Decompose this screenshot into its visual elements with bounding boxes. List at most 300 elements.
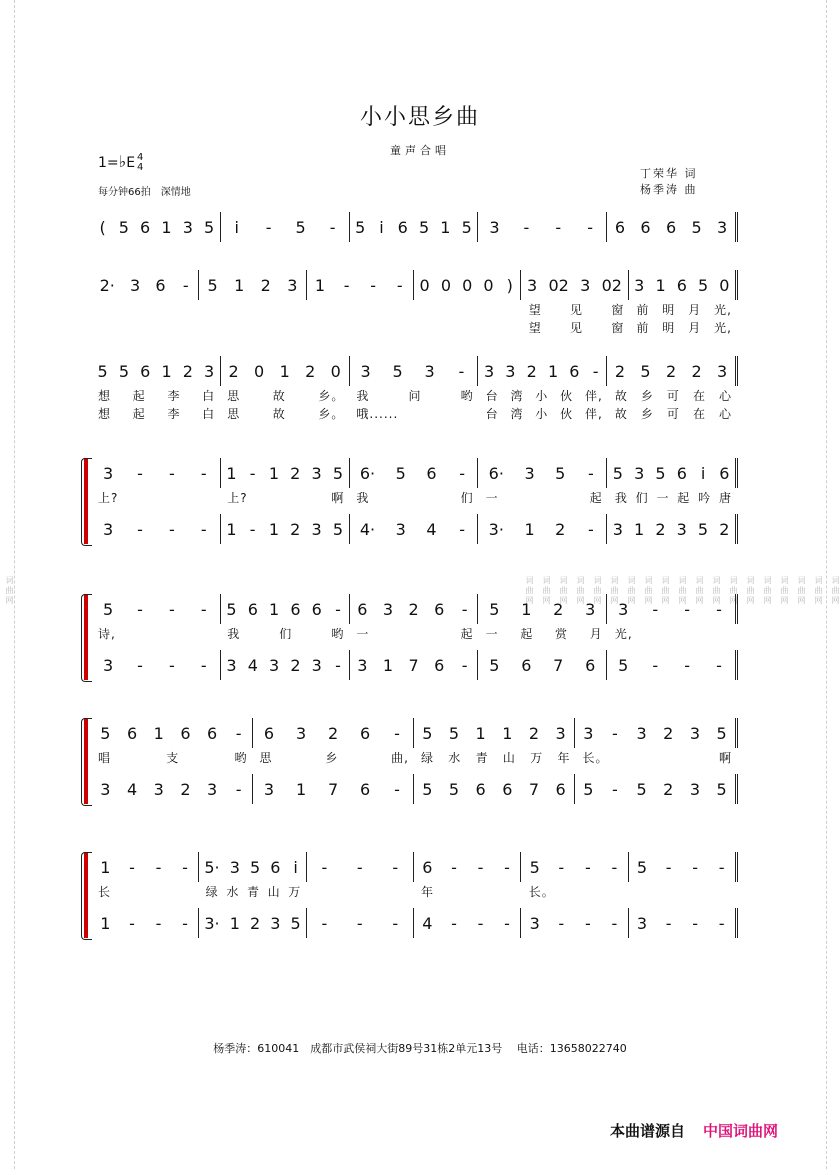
lyric-measure bbox=[480, 488, 609, 506]
note: 5 bbox=[655, 463, 666, 483]
lyrics-row bbox=[92, 404, 738, 422]
note: 3 bbox=[717, 217, 728, 237]
lyric-syllable: 吟 bbox=[698, 490, 712, 505]
watermark-text: 词曲网 bbox=[593, 575, 602, 606]
lyric-syllable: 光, bbox=[614, 626, 633, 641]
watermark-text: 词曲网 bbox=[746, 575, 755, 606]
measure bbox=[606, 650, 738, 680]
lyric-syllable: 故 bbox=[272, 388, 286, 403]
note: - bbox=[356, 857, 363, 877]
note: 5 bbox=[691, 217, 702, 237]
note: 6· bbox=[359, 463, 376, 483]
note: - bbox=[343, 275, 350, 295]
lyric-syllable: 长。 bbox=[582, 750, 609, 765]
lyric-measure bbox=[480, 386, 609, 404]
lyric-measure bbox=[200, 318, 308, 336]
note: 2 bbox=[228, 361, 239, 381]
note: 7 bbox=[408, 655, 419, 675]
measure bbox=[413, 852, 520, 882]
note: - bbox=[155, 857, 162, 877]
note: - bbox=[169, 655, 175, 675]
note: 5 bbox=[355, 217, 366, 237]
lyric-measure bbox=[221, 386, 350, 404]
note: 0 bbox=[462, 275, 473, 295]
note: 3 bbox=[204, 361, 215, 381]
notes-row bbox=[92, 852, 738, 882]
note: 3 bbox=[585, 599, 596, 619]
note: - bbox=[665, 857, 672, 877]
measure bbox=[349, 458, 478, 488]
note: - bbox=[459, 519, 465, 539]
note: 0 bbox=[483, 275, 494, 295]
note: - bbox=[370, 275, 377, 295]
measure bbox=[92, 718, 252, 748]
lyric-syllable: 起 bbox=[460, 626, 474, 641]
measure bbox=[349, 356, 478, 386]
note: 6 bbox=[180, 723, 191, 743]
note: - bbox=[356, 913, 363, 933]
note: 3 bbox=[717, 361, 728, 381]
measure bbox=[252, 774, 413, 804]
lyric-syllable: 台 bbox=[485, 388, 499, 403]
note: - bbox=[611, 857, 618, 877]
note: - bbox=[169, 463, 175, 483]
note: 7 bbox=[528, 779, 540, 799]
note: - bbox=[504, 857, 510, 877]
note: 3· bbox=[204, 913, 220, 933]
song-title: 小小思乡曲 bbox=[359, 105, 480, 130]
notes-row bbox=[92, 718, 738, 748]
note: 5 bbox=[716, 723, 727, 743]
note: 2 bbox=[655, 519, 666, 539]
note: 5 bbox=[529, 857, 540, 877]
measure bbox=[606, 212, 738, 242]
lyric-syllable: 山 bbox=[502, 750, 516, 765]
notes-row bbox=[92, 270, 738, 300]
note: 4 bbox=[247, 655, 258, 675]
note: 6 bbox=[263, 723, 275, 743]
note: 5 bbox=[204, 217, 215, 237]
measure bbox=[198, 908, 305, 938]
measure bbox=[92, 514, 220, 544]
measure bbox=[220, 594, 349, 624]
note: 6 bbox=[585, 655, 596, 675]
note: 6 bbox=[311, 599, 322, 619]
lyric-measure bbox=[221, 488, 350, 506]
lyric-syllable: 一 bbox=[485, 626, 499, 641]
lyric-syllable: 乡。 bbox=[318, 388, 345, 403]
lyric-syllable: 乡 bbox=[640, 388, 654, 403]
note: 1 bbox=[634, 519, 645, 539]
note: 02 bbox=[548, 275, 569, 295]
watermark-text: 词曲网 bbox=[729, 575, 738, 606]
note: 5 bbox=[97, 361, 108, 381]
lyric-syllable: 伴, bbox=[584, 406, 603, 421]
lyric-measure bbox=[630, 318, 738, 336]
note: - bbox=[265, 217, 272, 237]
watermark-text: 词曲网 bbox=[5, 575, 14, 606]
lyric-syllable: 月 bbox=[688, 320, 702, 335]
score-system bbox=[92, 270, 738, 336]
note: 3 bbox=[689, 723, 700, 743]
lyric-measure bbox=[92, 404, 221, 422]
note: 5 bbox=[448, 779, 460, 799]
notes-row bbox=[92, 514, 738, 544]
measure bbox=[306, 908, 413, 938]
note: 0 bbox=[419, 275, 430, 295]
lyric-measure bbox=[307, 318, 415, 336]
note: - bbox=[587, 217, 594, 237]
note: - bbox=[584, 857, 591, 877]
watermark-text: 词曲网 bbox=[542, 575, 551, 606]
note: - bbox=[335, 599, 341, 619]
lyric-measure bbox=[221, 404, 350, 422]
lyric-syllable: 年 bbox=[557, 750, 571, 765]
note: 1 bbox=[161, 361, 172, 381]
note: 3 bbox=[636, 913, 648, 933]
lyric-syllable: 哟 bbox=[460, 388, 474, 403]
lyric-measure bbox=[200, 882, 308, 900]
note: 6 bbox=[247, 599, 258, 619]
note: 3 bbox=[636, 723, 647, 743]
lyrics-row bbox=[92, 386, 738, 404]
lyric-measure bbox=[523, 882, 631, 900]
note: 1 bbox=[268, 463, 280, 483]
note: - bbox=[592, 361, 599, 381]
note: 5 bbox=[422, 723, 433, 743]
note: 3 bbox=[295, 723, 307, 743]
lyric-syllable: 白 bbox=[202, 406, 216, 421]
watermark-text: 词曲网 bbox=[712, 575, 721, 606]
note: - bbox=[718, 913, 725, 933]
lyric-measure bbox=[523, 318, 631, 336]
lyric-measure bbox=[415, 300, 523, 318]
lyric-syllable: 们 bbox=[460, 490, 474, 505]
measure bbox=[349, 514, 478, 544]
note: - bbox=[665, 913, 672, 933]
note: 2· bbox=[99, 275, 115, 295]
lyric-syllable: 曲, bbox=[391, 750, 409, 765]
measure bbox=[349, 594, 478, 624]
lyric-measure bbox=[254, 748, 416, 766]
note: 1 bbox=[100, 857, 111, 877]
lyric-measure bbox=[350, 404, 479, 422]
lyric-syllable: 乡 bbox=[325, 750, 339, 765]
note: - bbox=[155, 913, 162, 933]
lyric-syllable: 思 bbox=[227, 406, 241, 421]
note: - bbox=[200, 519, 207, 539]
notes-row bbox=[92, 458, 738, 488]
measure bbox=[520, 852, 627, 882]
note: 3 bbox=[382, 599, 394, 619]
lyric-syllable: 万 bbox=[288, 884, 302, 899]
lyric-syllable: 我 bbox=[356, 490, 370, 505]
note: - bbox=[182, 275, 189, 295]
measure bbox=[220, 458, 349, 488]
note: 6 bbox=[207, 723, 218, 743]
note: 5 bbox=[332, 519, 343, 539]
note: 3 bbox=[618, 599, 629, 619]
note: 3 bbox=[689, 779, 700, 799]
note: 5 bbox=[583, 779, 594, 799]
note: - bbox=[392, 857, 399, 877]
notes-row bbox=[92, 212, 738, 242]
note: 3 bbox=[580, 275, 591, 295]
site-name: 中国词曲网 bbox=[703, 1122, 779, 1140]
watermark-text: 词曲网 bbox=[780, 575, 789, 606]
measure bbox=[252, 718, 413, 748]
note: 6 bbox=[475, 779, 486, 799]
note: 1 bbox=[268, 519, 280, 539]
note: 3 bbox=[524, 463, 535, 483]
note: - bbox=[394, 779, 400, 799]
score-system bbox=[92, 212, 738, 242]
note: 4 bbox=[426, 519, 437, 539]
note: - bbox=[612, 779, 618, 799]
note: - bbox=[692, 913, 699, 933]
note: 1 bbox=[314, 275, 326, 295]
note: 3 bbox=[505, 361, 516, 381]
lyric-syllable: 诗, bbox=[98, 626, 116, 641]
note: - bbox=[137, 655, 143, 675]
note: 5 bbox=[295, 217, 306, 237]
note: 5 bbox=[697, 275, 709, 295]
measure bbox=[520, 270, 627, 300]
note: 3 bbox=[395, 519, 406, 539]
lyric-measure bbox=[480, 624, 609, 642]
lyric-syllable: 问 bbox=[408, 388, 422, 403]
source-brand bbox=[610, 1120, 778, 1141]
measure bbox=[413, 718, 574, 748]
note: - bbox=[558, 913, 565, 933]
lyricist-credit: 丁荣华 词 bbox=[640, 167, 698, 180]
lyric-syllable: 万 bbox=[530, 750, 544, 765]
lyric-syllable: 窗 bbox=[611, 320, 625, 335]
note: - bbox=[249, 463, 256, 483]
note: 2 bbox=[180, 779, 191, 799]
lyric-syllable: 上? bbox=[227, 490, 248, 505]
note: 6 bbox=[521, 655, 532, 675]
note: 2 bbox=[528, 723, 540, 743]
note: 6 bbox=[719, 463, 730, 483]
note: 5 bbox=[489, 599, 500, 619]
watermark-text: 词曲网 bbox=[644, 575, 653, 606]
lyric-syllable: 长。 bbox=[528, 884, 555, 899]
measure bbox=[477, 356, 606, 386]
note: 02 bbox=[601, 275, 622, 295]
measure bbox=[349, 650, 478, 680]
note: 5 bbox=[422, 779, 433, 799]
note: 6 bbox=[665, 217, 677, 237]
lyric-measure bbox=[630, 300, 738, 318]
lyric-syllable: 青 bbox=[246, 884, 260, 899]
left-watermark-strip bbox=[1, 0, 13, 1175]
score-system bbox=[92, 458, 738, 544]
lyric-syllable: 我 bbox=[227, 626, 241, 641]
lyric-measure bbox=[609, 404, 738, 422]
lyric-measure bbox=[92, 300, 200, 318]
note: 2 bbox=[327, 723, 339, 743]
lyric-syllable: 台 bbox=[485, 406, 499, 421]
lyric-syllable: 前 bbox=[636, 320, 650, 335]
note: 2 bbox=[526, 361, 537, 381]
measure bbox=[477, 594, 606, 624]
lyric-measure bbox=[200, 300, 308, 318]
note: - bbox=[169, 599, 175, 619]
note: 6 bbox=[360, 723, 371, 743]
note: 5 bbox=[118, 361, 130, 381]
lyric-syllable: 小 bbox=[535, 406, 549, 421]
note: - bbox=[321, 913, 328, 933]
lyric-syllable: 山 bbox=[267, 884, 281, 899]
lyric-measure bbox=[92, 624, 221, 642]
note: 3 bbox=[634, 463, 645, 483]
note: 3 bbox=[526, 275, 538, 295]
lyric-syllable: 想 bbox=[98, 388, 112, 403]
note: 1 bbox=[234, 275, 245, 295]
watermark-text: 词曲网 bbox=[814, 575, 823, 606]
lyric-measure bbox=[577, 748, 739, 766]
lyric-syllable: 们 bbox=[279, 626, 293, 641]
note: 0 bbox=[719, 275, 730, 295]
note: - bbox=[249, 519, 256, 539]
lyric-syllable: 明 bbox=[662, 320, 676, 335]
measure bbox=[92, 908, 198, 938]
note: 3 bbox=[424, 361, 435, 381]
lyric-syllable: 赏 bbox=[555, 626, 569, 641]
note: 1 bbox=[475, 723, 486, 743]
composer-credit: 杨季涛 曲 bbox=[640, 183, 698, 196]
note: 3 bbox=[360, 361, 371, 381]
note: 1 bbox=[295, 779, 307, 799]
note: 3 bbox=[269, 655, 280, 675]
note: i bbox=[700, 463, 706, 483]
measure bbox=[92, 650, 220, 680]
credits bbox=[640, 166, 698, 198]
measure bbox=[92, 774, 252, 804]
note: - bbox=[588, 463, 594, 483]
lyric-syllable: 李 bbox=[167, 388, 181, 403]
measure bbox=[477, 514, 606, 544]
note: - bbox=[612, 723, 618, 743]
note: - bbox=[652, 655, 659, 675]
note: - bbox=[235, 779, 242, 799]
note: 4 bbox=[126, 779, 138, 799]
measure bbox=[413, 908, 520, 938]
measure bbox=[220, 212, 349, 242]
lyric-syllable: 在 bbox=[692, 388, 706, 403]
lyric-measure bbox=[92, 318, 200, 336]
contact-footer: 杨季涛：610041 成都市武侯祠大街89号31栋2单元13号 电话：13658022740 bbox=[213, 1042, 627, 1055]
note: 3 bbox=[153, 779, 164, 799]
note: 6 bbox=[502, 779, 513, 799]
note: 2 bbox=[290, 463, 301, 483]
measure bbox=[306, 852, 413, 882]
measure bbox=[413, 270, 520, 300]
note: 5 bbox=[612, 463, 623, 483]
note: 3 bbox=[483, 361, 495, 381]
lyric-syllable: 光, bbox=[714, 302, 732, 317]
lyric-measure bbox=[350, 386, 479, 404]
note: - bbox=[169, 519, 175, 539]
lyric-syllable: 乡。 bbox=[318, 406, 345, 421]
note: 5 bbox=[418, 217, 430, 237]
lyric-syllable: 哦...... bbox=[356, 406, 399, 421]
choir-bracket bbox=[84, 852, 88, 938]
note: 5 bbox=[640, 361, 651, 381]
notes-row bbox=[92, 356, 738, 386]
watermark-text: 词曲网 bbox=[525, 575, 534, 606]
measure bbox=[198, 270, 305, 300]
lyric-measure bbox=[609, 488, 738, 506]
note: 3 bbox=[634, 275, 645, 295]
note: 1 bbox=[226, 519, 237, 539]
note: 2 bbox=[719, 519, 730, 539]
note: 2 bbox=[290, 655, 301, 675]
note: - bbox=[137, 463, 143, 483]
note: - bbox=[200, 655, 207, 675]
watermark-text: 词曲网 bbox=[763, 575, 772, 606]
note: 5 bbox=[716, 779, 727, 799]
note: 1 bbox=[440, 217, 451, 237]
lyric-syllable: 故 bbox=[614, 406, 628, 421]
note: 6 bbox=[360, 779, 371, 799]
score-system bbox=[92, 718, 738, 804]
note: 6 bbox=[434, 599, 445, 619]
note: 6 bbox=[270, 857, 281, 877]
lyric-measure bbox=[307, 882, 415, 900]
note: 3 bbox=[357, 655, 368, 675]
note: 1 bbox=[229, 913, 240, 933]
lyric-syllable: 心 bbox=[719, 406, 733, 421]
measure bbox=[606, 514, 738, 544]
note: 3 bbox=[311, 519, 322, 539]
lyric-syllable: 我 bbox=[356, 388, 370, 403]
note: 2 bbox=[553, 599, 564, 619]
lyric-syllable: 望 bbox=[528, 320, 542, 335]
note: 3 bbox=[102, 463, 114, 483]
note: - bbox=[461, 599, 468, 619]
measure bbox=[413, 774, 574, 804]
lyric-syllable: 小 bbox=[535, 388, 549, 403]
note: - bbox=[718, 857, 725, 877]
note: i bbox=[379, 217, 384, 237]
measure bbox=[574, 718, 738, 748]
watermark-text: 词曲网 bbox=[627, 575, 636, 606]
note: - bbox=[451, 857, 457, 877]
note: 0 bbox=[330, 361, 341, 381]
lyric-syllable: 伴, bbox=[584, 388, 603, 403]
note: - bbox=[716, 655, 722, 675]
note: 6 bbox=[290, 599, 301, 619]
note: - bbox=[716, 599, 722, 619]
notes-row bbox=[92, 908, 738, 938]
measure bbox=[306, 270, 413, 300]
lyric-syllable: 想 bbox=[98, 406, 112, 421]
note: 6 bbox=[126, 723, 138, 743]
lyric-syllable: 绿 bbox=[205, 884, 219, 899]
note: - bbox=[392, 913, 399, 933]
note: 6 bbox=[569, 361, 580, 381]
lyric-syllable: 思 bbox=[227, 388, 241, 403]
score-system bbox=[92, 594, 738, 680]
note: - bbox=[692, 857, 699, 877]
note: 5 bbox=[332, 463, 343, 483]
note: 5 bbox=[290, 913, 301, 933]
note: 1 bbox=[655, 275, 666, 295]
note: 3 bbox=[263, 779, 275, 799]
lyric-syllable: 起 bbox=[132, 388, 146, 403]
